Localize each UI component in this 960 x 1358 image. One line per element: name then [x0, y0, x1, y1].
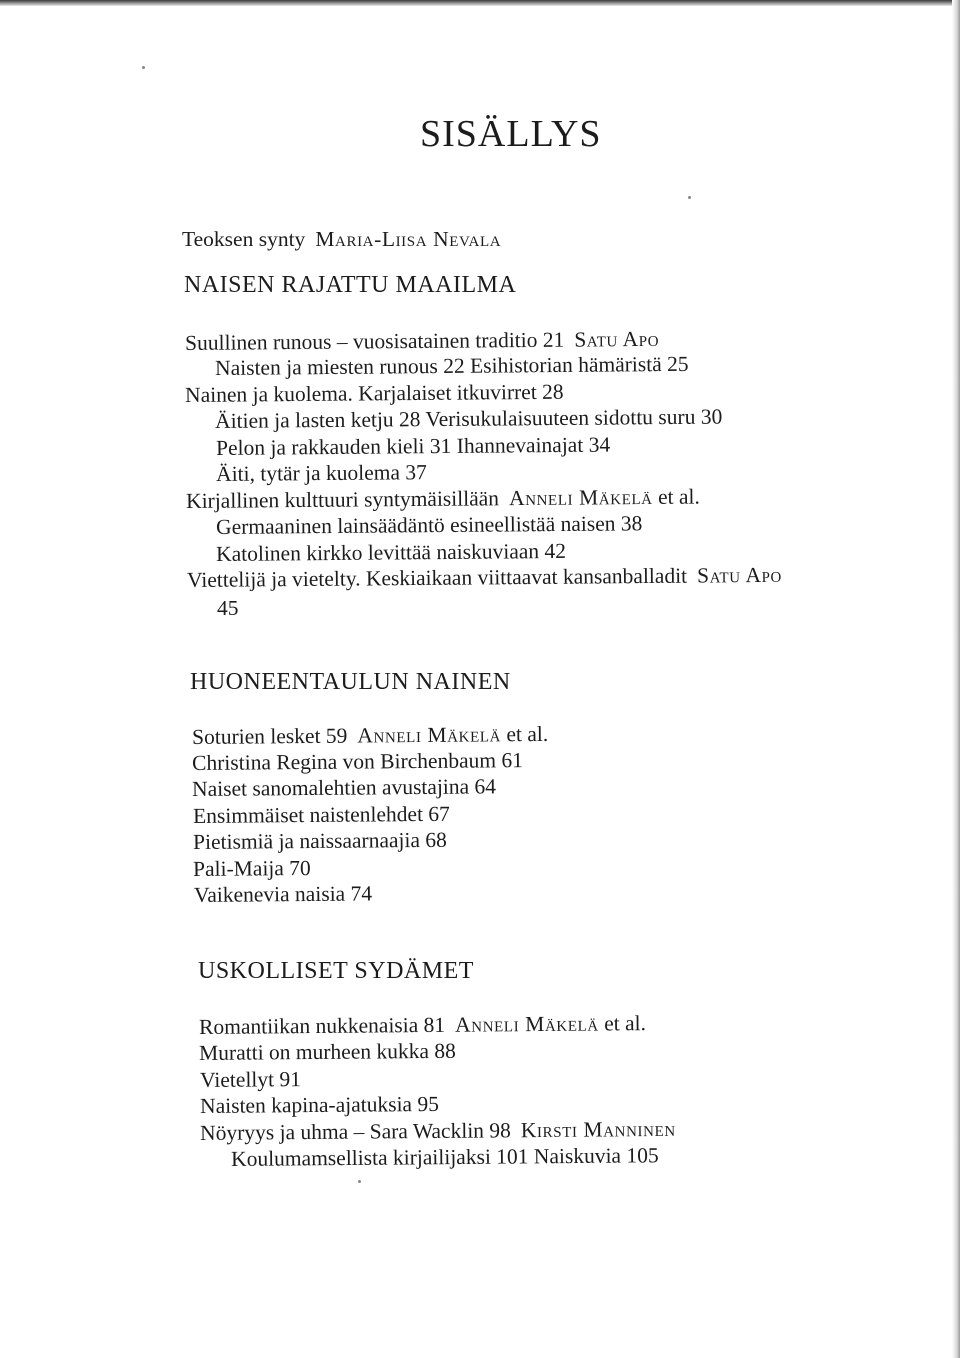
toc-entry-text: Christina Regina von Birchenbaum 61	[192, 748, 524, 775]
toc-entry-text: Vaikenevia naisia 74	[194, 881, 373, 907]
toc-entry-suffix: et al.	[604, 1011, 647, 1036]
toc-entry	[231, 1142, 659, 1172]
section-heading-1: NAISEN RAJATTU MAAILMA	[184, 272, 517, 298]
toc-entry	[217, 595, 239, 621]
toc-entry-suffix: et al.	[506, 721, 549, 747]
toc-entry-text: 45	[217, 596, 239, 620]
toc-entry-text: Naisten ja miesten runous 22 Esihistorian hämäristä 25	[215, 351, 689, 380]
toc-entry-text: Germaaninen lainsäädäntö esineellistää naisen 38	[216, 511, 643, 539]
toc-entry-text: Ensimmäiset naistenlehdet 67	[193, 801, 450, 828]
toc-entry	[200, 1091, 439, 1119]
toc-entry-text: Vietellyt 91	[200, 1067, 302, 1092]
scan-speck	[358, 1180, 361, 1183]
toc-intro-author: Maria-Liisa Nevala	[315, 227, 502, 251]
toc-entry-author: Kirsti Manninen	[520, 1116, 676, 1143]
toc-entry-text: Suullinen runous – vuosisatainen traditio 21	[185, 327, 565, 355]
toc-entry-text: Pelon ja rakkauden kieli 31 Ihannevainajat 34	[216, 432, 611, 460]
page-title: SISÄLLYS	[420, 113, 602, 155]
toc-entry-text: Viettelijä ja vietelty. Keskiaikaan viittaavat kansanballadit	[187, 563, 688, 592]
toc-entry-text: Soturien lesket 59	[192, 723, 348, 749]
toc-entry	[186, 484, 700, 514]
toc-entry	[216, 510, 642, 540]
toc-entry	[187, 562, 782, 593]
toc-entry-text: Nöyryys ja uhma – Sara Wacklin 98	[200, 1118, 511, 1145]
toc-entry-text: Muratti on murheen kukka 88	[199, 1038, 456, 1065]
toc-entry	[200, 1066, 301, 1093]
toc-entry	[193, 855, 311, 882]
toc-entry-text: Pali-Maija 70	[193, 855, 311, 881]
toc-entry	[193, 801, 450, 829]
toc-entry-author: Satu Apo	[574, 326, 660, 352]
toc-entry	[193, 827, 447, 855]
section-heading-3: USKOLLISET SYDÄMET	[198, 958, 474, 984]
toc-entry	[215, 351, 689, 381]
toc-entry	[216, 432, 610, 461]
toc-entry	[215, 404, 722, 434]
toc-entry-text: Pietismiä ja naissaarnaajia 68	[193, 827, 447, 854]
toc-entry-text: Koulumamsellista kirjailijaksi 101 Naiskuvia 105	[231, 1143, 659, 1171]
toc-entry	[194, 880, 372, 908]
toc-entry-text: Romantiikan nukkenaisia 81	[199, 1012, 446, 1039]
scan-right-edge	[952, 0, 960, 1358]
toc-entry	[199, 1038, 456, 1066]
toc-entry-suffix: et al.	[657, 484, 700, 509]
toc-entry	[199, 1010, 646, 1040]
toc-entry-text: Naisten kapina-ajatuksia 95	[200, 1091, 440, 1118]
toc-entry-author: Anneli Mäkelä	[357, 722, 502, 748]
toc-entry	[185, 379, 564, 408]
toc-entry-text: Äitien ja lasten ketju 28 Verisukulaisuuteen sidottu suru 30	[215, 404, 723, 433]
toc-entry-text: Katolinen kirkko levittää naiskuviaan 42	[216, 538, 567, 566]
scan-top-edge	[0, 0, 960, 6]
toc-entry-text: Nainen ja kuolema. Karjalaiset itkuvirret 28	[185, 379, 564, 407]
toc-entry	[216, 538, 566, 567]
toc-entry	[192, 773, 496, 802]
toc-entry-author: Satu Apo	[696, 562, 783, 588]
toc-entry	[200, 1116, 676, 1146]
toc-entry	[192, 721, 548, 750]
toc-entry	[216, 459, 427, 487]
toc-entry	[192, 747, 523, 776]
toc-intro-text: Teoksen synty	[182, 227, 306, 251]
toc-intro	[182, 226, 501, 252]
toc-entry-author: Anneli Mäkelä	[455, 1011, 599, 1037]
scan-speck	[688, 196, 691, 199]
scan-speck	[142, 66, 145, 69]
toc-entry-text: Naiset sanomalehtien avustajina 64	[192, 774, 497, 801]
toc-entry-author: Anneli Mäkelä	[508, 484, 653, 511]
toc-entry-text: Äiti, tytär ja kuolema 37	[216, 460, 427, 486]
section-heading-2: HUONEENTAULUN NAINEN	[190, 669, 511, 695]
toc-entry-text: Kirjallinen kulttuuri syntymäisillään	[186, 486, 500, 513]
